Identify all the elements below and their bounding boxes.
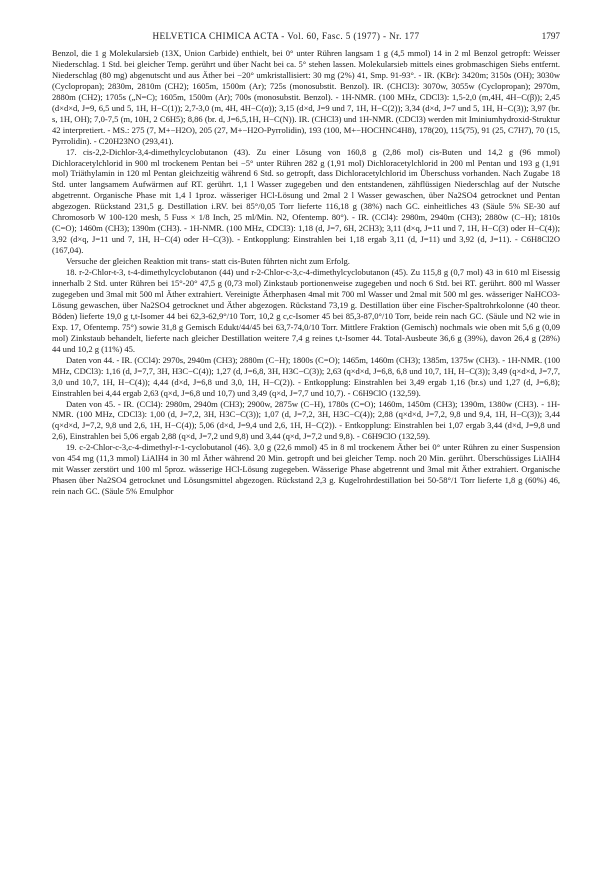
paragraph-data-44: Daten von 44. - IR. (CCl4): 2970s, 2940m (CH3); 2880m (C−H); 1800s (C=O); 1465m, 1460m (CH3); 1385m, 1375w (CH3). - 1H-NMR. (100 MHz, CDCl3): 1,16 (d, J=7,7, 3H, H3C−C(4)); 1,27 (d, J=6,8, 3H, H3C−C(3)); 2,63 (q×d×d, J=6,8, 6,8 und 10,7, 1H, H−C(3)); 3,49 (q×d×d, J=7,7, 3,0 und 10,7, 1H, H−C(4)); 4,44 (d×d, J=6,8 und 3,0, 1H, H−C(2)). - Entkopplung: Einstrahlen bei 3,49 ergab 1,16 (br.s) und 1,27 (d, J=6,8); Einstrahlen bei 4,44 ergab 2,63 (q×d, J=6,8 und 10,7) und 3,49 (q×d, J=7,7 und 10,7). - C6H9ClO (132,59). <box>52 354 560 398</box>
paragraph-data-45: Daten von 45. - IR. (CCl4): 2980m, 2940m (CH3); 2900w, 2875w (C−H), 1780s (C=O); 1460m, 1450m (CH3); 1390m, 1380w (CH3). - 1H-NMR. (100 MHz, CDCl3): 1,00 (d, J=7,2, 3H, H3C−C(3)); 1,07 (d, J=7,2, 3H, H3C−C(4)); 2,88 (q×d×d, J=7,2, 9,8 und 9,4, 1H, H−C(3)); 3,44 (q×d×d, J=7,2, 9,8 und 2,6, 1H, H−C(4)); 5,06 (d×d, J=9,4 und 2,6, 1H, H−C(2)). - Entkopplung: Einstrahlen bei 1,07 ergab 3,44 (d×d, J=9,8 und 2,6), Einstrahlen bei 5,06 ergab 2,88 (q×d, J=7,2 und 9,8) und 3,44 (q×d, J=7,2 und 9,8). - C6H9ClO (132,59). <box>52 398 560 442</box>
paragraph-continuation: Benzol, die 1 g Molekularsieb (13X, Union Carbide) enthielt, bei 0° unter Rühren langsam 1 g (4,5 mmol) 14 in 2 ml Benzol getropft: Weisser Niederschlag. 1 Std. bei gleicher Temp. gerührt und über Nacht bei ca. 5° stehen lassen. Molekularsieb mittels eines grobmaschigen Siebs entfernt. Niederschlag (80 mg) abgenutscht und aus Äther bei −20° umkristallisiert: 30 mg (2%) 41, Smp. 91-93°. - IR. (KBr): 3420m; 3150s (OH); 3030w (Cyclopropan); 2830m, 2810m (CH2); 1605m, 1500m (Ar); 725s (monosubstit. Benzol). IR. (CHCl3): 3070w, 3055w (Cyclopropan); 2970m, 2880m (CH2); 1705s („N=C); 1605m, 1500m (Ar); 700s (monosubstit. Benzol). - 1H-NMR. (100 MHz, CDCl3): 1,5-2,0 (m,4H, 4H−C(β)); 2,45 (d×d×d, J=9, 6,5 und 5, 1H, H−C(1)); 2,7-3,0 (m, 4H, 4H−C(α)); 3,15 (d×d, J=9 und 7, 1H, H−C(2)); 3,34 (d×d, J=7 und 5, 1H, H−C(3)); 3,97 (br. s, 1H, OH); 7,0-7,5 (m, 10H, 2 C6H5); 8,86 (br. d, J=6,5,1H, H−C(N)). IR. (CHCl3) und 1H-NMR. (CDCl3) werden mit Iminiumhydroxid-Struktur 42 interpretiert. - MS.: 275 (7, M+−H2O), 205 (27, M+−H2O-Pyrrolidin), 193 (100, M+−HOCHNC4H8), 178(20), 115(75), 91 (25, C7H7), 70 (15, Pyrrolidin). - C20H23NO (293,41). <box>52 48 560 146</box>
document-page <box>52 30 560 497</box>
page-header <box>52 30 560 42</box>
paragraph-experiment-17: 17. cis-2,2-Dichlor-3,4-dimethylcyclobutanon (43). Zu einer Lösung von 160,8 g (2,86 mol) cis-Buten und 14,2 g (96 mmol) Dichloracetylchlorid in 900 ml trockenem Pentan bei −5° unter Rühren 282 g (1,91 mol) Dichloracetylchlorid in 200 ml Pentan und 193 g (1,91 mol) Triäthylamin in 120 ml Pentan gleichzeitig während 6 Std. so getropft, dass Dichloracetylchlorid im Überschuss vorhanden. Nach Zugabe 18 Std. unter langsamem Aufwärmen auf RT. gerührt. 1,1 l Wasser zugegeben und den entstandenen, zähflüssigen Niederschlag auf der Nutsche abgetrennt. Organische Phase mit 1,4 l 1proz. wässeriger HCl-Lösung und 2mal 2 l Wasser gewaschen, über Na2SO4 getrocknet und Pentan abgezogen. Rückstand 231,5 g. Destillation i.RV. bei 85°/0,05 Torr lieferte 116,18 g (38%) nach GC. einheitliches 43 (Säule 5% SE-30 auf Chromosorb W 100-120 mesh, 5 Fuss × 1/8 Inch, 25 ml/Min. N2, Ofentemp. 80°). - IR. (CCl4): 2980m, 2940m (CH3); 2880w (C−H); 1810s (C=O); 1460m (CH3); 1390m (CH3). - 1H-NMR. (100 MHz, CDCl3): 1,18 (d, J=7, 6H, 2CH3); 3,11 (d×q, J=11 und 7, 1H, H−C(3) oder H−C(4)); 3,92 (d×q, J=11 und 7, 1H, H−C(4) oder H−C(3)). - Entkopplung: Einstrahlen bei 1,18 ergab 3,11 (d, J=11) und 3,92 (d, J=11). - C6H8Cl2O (167,04). <box>52 146 560 256</box>
paragraph-experiment-18: 18. r-2-Chlor-t-3, t-4-dimethylcyclobutanon (44) und r-2-Chlor-c-3,c-4-dimethylcyclobutanon (45). Zu 115,8 g (0,7 mol) 43 in 610 ml Eisessig innerhalb 2 Std. unter Rühren bei 15°-20° 47,5 g (0,73 mol) Zinkstaub portionenweise zugegeben und noch 6 Std. bei RT. gerührt. 800 ml Wasser zugegeben und 3mal mit 500 ml Äther extrahiert. Vereinigte Ätherphasen 4mal mit 700 ml Wasser und 2mal mit 500 ml ges. wässeriger NaHCO3-Lösung gewaschen, über Na2SO4 getrocknet und Äther abgezogen. Rückstand 73,19 g. Destillation über eine Fischer-Spaltrohrkolonne (40 theor. Böden) lieferte 19,0 g t,t-Isomer 44 bei 62,3-62,9°/10 Torr, 10,2 g c,c-Isomer 45 bei 85,3-87,0°/10 Torr, beide rein nach GC. (Säule und N2 wie in Exp. 17, Ofentemp. 75°) sowie 31,8 g Gemisch Edukt/44/45 bei 63,7-74,0/10 Torr. Mittlere Fraktion (Gemisch) nochmals wie oben mit 5,6 g (0,09 mol) Zinkstaub behandelt, lieferte nach gleicher Destillation weitere 7,4 g reines t,t-Isomer 44. Total-Ausbeute 36,6 g (39%), davon 26,4 g (28%) 44 und 10,2 g (11%) 45. <box>52 267 560 354</box>
paragraph-experiment-19: 19. c-2-Chlor-c-3,c-4-dimethyl-r-1-cyclobutanol (46). 3,0 g (22,6 mmol) 45 in 8 ml trockenem Äther bei 0° unter Rühren zu einer Suspension von 454 mg (11,3 mmol) LiAlH4 in 30 ml Äther während 20 Min. getropft und bei gleicher Temp. noch 20 Min. gerührt. Überschüssiges LiAlH4 mit Wasser zerstört und 100 ml 5proz. wässerige HCl-Lösung zugegeben. Wässerige Phase abgetrennt und 3mal mit Äther extrahiert. Organische Phasen über Na2SO4 getrocknet und Lösungsmittel abgezogen. Rückstand 2,3 g. Kugelrohrdestillation bei 50-58°/1 Torr lieferte 1,8 g (60%) 46, rein nach GC. (Säule 5% Emulphor <box>52 442 560 497</box>
journal-header: HELVETICA CHIMICA ACTA - Vol. 60, Fasc. 5 (1977) - Nr. 177 <box>152 31 420 41</box>
page-number: 1797 <box>541 31 560 41</box>
paragraph-trans-buten-note: Versuche der gleichen Reaktion mit trans- statt cis-Buten führten nicht zum Erfolg. <box>66 256 350 267</box>
article-body <box>52 48 560 497</box>
